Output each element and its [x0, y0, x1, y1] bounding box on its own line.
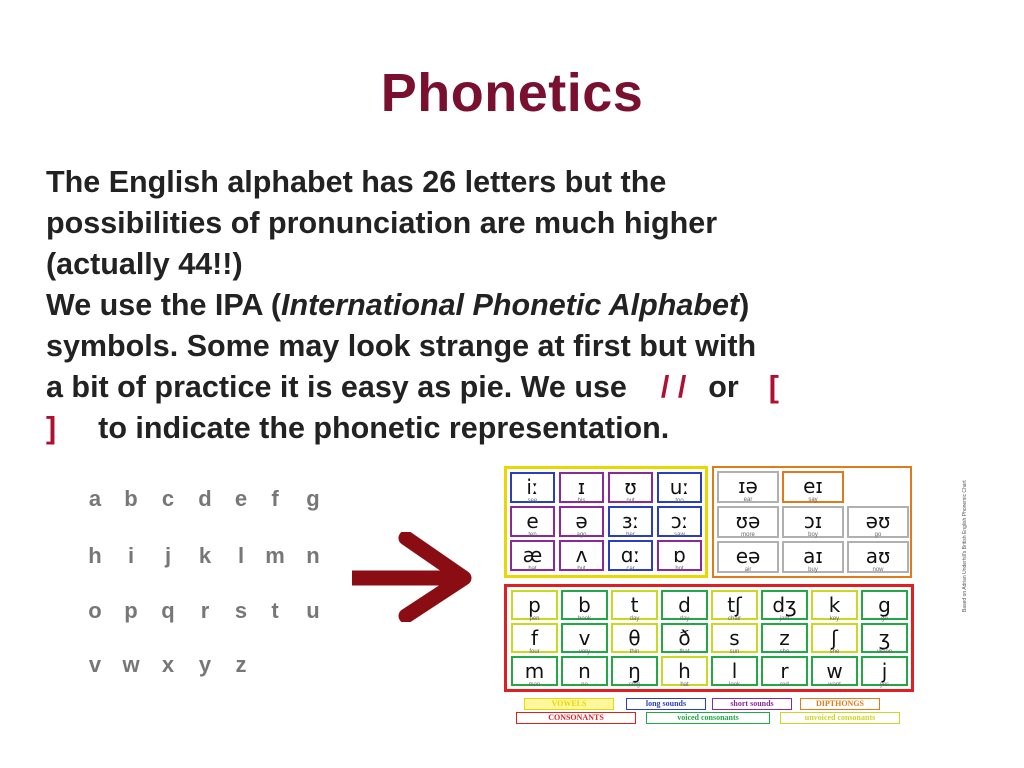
example-word: ear — [743, 497, 753, 503]
phoneme-cell — [611, 656, 658, 686]
alphabet-letter: q — [161, 598, 175, 623]
example-word: more — [741, 532, 755, 538]
example-word: saw — [674, 532, 685, 538]
body-text-span: to indicate the phonetic representation. — [98, 411, 670, 445]
example-word: sun — [729, 649, 740, 655]
example-word: now — [872, 567, 884, 573]
phoneme-cell — [782, 541, 844, 573]
slash-notation: / / — [660, 370, 687, 404]
phoneme-cell — [711, 656, 758, 686]
phoneme-symbol: n — [578, 659, 591, 683]
legend-item: CONSONANTS — [516, 712, 636, 724]
example-word: buy — [808, 567, 818, 573]
phoneme-symbol: ə — [575, 509, 588, 533]
example-word: chair — [727, 616, 741, 622]
example-word: put — [626, 498, 635, 504]
example-word: day — [679, 616, 690, 622]
phoneme-symbol: aɪ — [803, 544, 823, 568]
example-word: car — [626, 566, 635, 572]
body-text-span: We use the IPA ( — [46, 288, 282, 322]
legend-item: unvoiced consonants — [780, 712, 900, 724]
phoneme-symbol: ɔɪ — [803, 509, 823, 533]
phoneme-symbol: ɪə — [738, 474, 758, 498]
phoneme-cell — [559, 506, 604, 537]
phoneme-symbol: d — [678, 593, 691, 617]
phoneme-cell — [661, 623, 708, 653]
example-word: ten — [528, 532, 537, 538]
body-text-span: The English alphabet has 26 letters but the — [46, 165, 667, 199]
alphabet-letter: s — [234, 598, 248, 623]
phonemic-chart — [500, 462, 968, 732]
example-word: go — [874, 532, 882, 538]
phoneme-symbol: ʒ — [878, 626, 891, 650]
right-arrow-icon — [348, 532, 478, 622]
phoneme-cell — [847, 506, 909, 538]
example-word: hat — [680, 682, 689, 688]
phoneme-symbol: ɔː — [670, 509, 689, 533]
phoneme-cell — [657, 540, 702, 571]
body-text-span: possibilities of pronunciation are much higher — [46, 206, 718, 240]
phoneme-symbol: tʃ — [727, 593, 742, 617]
alphabet-letter: d — [198, 486, 212, 511]
phoneme-cell — [561, 623, 608, 653]
phoneme-symbol: w — [826, 659, 843, 683]
phoneme-cell — [511, 656, 558, 686]
alphabet-letter: w — [122, 652, 140, 677]
example-word: go — [881, 616, 888, 622]
body-text-span: (actually 44!!) — [46, 247, 243, 281]
body-text-span: ) — [739, 288, 750, 322]
phoneme-symbol: ɜː — [621, 509, 640, 533]
phoneme-cell — [711, 590, 758, 620]
legend-item: long sounds — [626, 698, 706, 710]
alphabet-letter: m — [265, 543, 285, 568]
phoneme-symbol: t — [630, 593, 639, 617]
phoneme-cell — [611, 590, 658, 620]
alphabet-letter: g — [306, 486, 320, 511]
body-line — [46, 162, 926, 203]
example-word: pen — [529, 616, 540, 622]
example-word: see — [527, 498, 538, 504]
example-word: but — [577, 566, 586, 572]
phoneme-cell — [782, 506, 844, 538]
example-word: her — [626, 532, 635, 538]
alphabet-letter: h — [88, 543, 102, 568]
phoneme-cell — [847, 541, 909, 573]
example-word: air — [744, 567, 752, 573]
alphabet-letter: l — [237, 543, 245, 568]
phoneme-symbol: j — [881, 659, 888, 683]
phoneme-cell — [611, 623, 658, 653]
phoneme-symbol: ʌ — [575, 543, 588, 567]
phoneme-symbol: dʒ — [772, 593, 797, 617]
phoneme-cell — [717, 506, 779, 538]
example-word: boy — [808, 532, 818, 538]
phoneme-symbol: eə — [735, 544, 761, 568]
phoneme-cell — [511, 590, 558, 620]
alphabet-letter: i — [127, 543, 135, 568]
phoneme-symbol: h — [678, 659, 691, 683]
example-word: yes — [879, 682, 890, 688]
phoneme-symbol: ŋ — [628, 659, 641, 683]
legend-item: VOWELS — [524, 698, 614, 710]
body-line — [46, 244, 926, 285]
phoneme-cell — [510, 506, 555, 537]
phoneme-cell — [561, 656, 608, 686]
phoneme-symbol: p — [528, 593, 541, 617]
example-word: say — [808, 497, 818, 503]
phoneme-cell — [761, 623, 808, 653]
phoneme-cell — [559, 472, 604, 503]
alphabet-letter: k — [198, 543, 212, 568]
example-word: very — [578, 649, 591, 655]
phoneme-symbol: ð — [678, 626, 691, 650]
phoneme-symbol: iː — [526, 475, 539, 499]
example-word: look — [728, 682, 740, 688]
phoneme-cell — [717, 541, 779, 573]
phoneme-symbol: b — [578, 593, 591, 617]
phoneme-symbol: s — [729, 626, 740, 650]
phoneme-cell — [608, 472, 653, 503]
legend-item: DIPTHONGS — [800, 698, 880, 710]
alphabet-letter: v — [88, 652, 102, 677]
bracket-open: [ — [768, 370, 779, 404]
phoneme-symbol: eɪ — [803, 474, 823, 498]
example-word: key — [829, 616, 840, 622]
alphabet-letter: y — [198, 652, 212, 677]
phoneme-cell — [717, 471, 779, 503]
phoneme-cell — [761, 590, 808, 620]
alphabet-letter: f — [271, 486, 279, 511]
phoneme-symbol: k — [828, 593, 841, 617]
chart-credit: Based on Adrian Underhill's British English Phonemic Chart — [962, 480, 968, 612]
example-word: too — [675, 498, 684, 504]
example-word: she — [829, 649, 840, 655]
phoneme-cell — [661, 590, 708, 620]
phoneme-cell — [510, 472, 555, 503]
alphabet-letter: j — [164, 543, 172, 568]
example-word: that — [679, 649, 690, 655]
phoneme-cell — [811, 656, 858, 686]
phoneme-cell — [608, 540, 653, 571]
phoneme-symbol: əʊ — [865, 509, 891, 533]
phoneme-symbol: g — [878, 593, 891, 617]
bracket-close: ] — [46, 411, 57, 445]
example-word: four — [529, 649, 540, 655]
monophthongs-box — [504, 466, 708, 578]
phoneme-symbol: r — [780, 659, 789, 683]
phoneme-symbol: ɒ — [673, 543, 686, 567]
body-text-span: or — [708, 370, 739, 404]
phoneme-symbol: ɑː — [620, 543, 641, 567]
phoneme-symbol: v — [578, 626, 591, 650]
example-word: day — [629, 616, 640, 622]
phoneme-cell — [510, 540, 555, 571]
legend-item: voiced consonants — [646, 712, 770, 724]
phoneme-symbol: z — [779, 626, 790, 650]
phoneme-symbol: aʊ — [865, 544, 891, 568]
example-word: thin — [629, 649, 640, 655]
alphabet-letter: c — [161, 486, 175, 511]
alphabet-letter: z — [235, 652, 247, 677]
phoneme-symbol: θ — [628, 626, 641, 650]
phoneme-symbol: m — [524, 659, 545, 683]
phoneme-symbol: ʊə — [735, 509, 761, 533]
phoneme-cell — [661, 656, 708, 686]
phoneme-symbol: f — [530, 626, 539, 650]
body-text-span: symbols. Some may look strange at first but with — [46, 329, 757, 363]
consonants-box — [504, 584, 914, 692]
phoneme-symbol: l — [731, 659, 738, 683]
body-text-span: a bit of practice it is easy as pie. We use — [46, 370, 627, 404]
phoneme-cell — [711, 623, 758, 653]
phoneme-cell — [657, 506, 702, 537]
example-word: sing — [628, 682, 640, 688]
alphabet-letter: a — [88, 486, 102, 511]
phoneme-cell — [811, 590, 858, 620]
alphabet-letter: p — [124, 598, 138, 623]
body-line — [46, 326, 926, 367]
example-word: his — [577, 498, 586, 504]
alphabet-letter: r — [200, 598, 210, 623]
phoneme-cell — [561, 590, 608, 620]
example-word: man — [528, 682, 541, 688]
example-word: ago — [576, 532, 587, 538]
phoneme-symbol: uː — [669, 475, 690, 499]
alphabet-letter: n — [306, 543, 320, 568]
example-word: hot — [675, 566, 684, 572]
phoneme-symbol: ʃ — [831, 626, 838, 650]
body-line — [46, 408, 926, 449]
example-word: vision — [876, 649, 893, 655]
phoneme-cell — [608, 506, 653, 537]
example-word: jam — [779, 616, 790, 622]
phoneme-cell — [782, 471, 844, 503]
example-word: book — [577, 616, 591, 622]
phoneme-cell — [511, 623, 558, 653]
alphabet-letter: o — [88, 598, 102, 623]
body-text — [46, 162, 926, 449]
alphabet-letter: e — [234, 486, 248, 511]
body-line — [46, 367, 926, 408]
example-word: no — [581, 682, 588, 688]
diphthongs-box — [712, 466, 912, 578]
slide-title: Phonetics — [380, 63, 644, 123]
phoneme-symbol: æ — [522, 543, 543, 567]
alphabet-letter: x — [161, 652, 175, 677]
phoneme-cell — [761, 656, 808, 686]
phoneme-cell — [861, 590, 908, 620]
example-word: hat — [528, 566, 537, 572]
alphabet-letter: t — [271, 598, 279, 623]
phoneme-cell — [559, 540, 604, 571]
alphabet-letter: u — [306, 598, 320, 623]
phoneme-cell — [657, 472, 702, 503]
alphabet-letter: b — [124, 486, 138, 511]
phoneme-cell — [861, 623, 908, 653]
phoneme-symbol: ʊ — [624, 475, 637, 499]
body-line — [46, 203, 926, 244]
ipa-name-italic: International Phonetic Alphabet — [281, 288, 740, 322]
phoneme-symbol: ɪ — [577, 475, 586, 499]
legend-item: short sounds — [712, 698, 792, 710]
example-word: want — [828, 682, 841, 688]
phoneme-symbol: e — [526, 509, 539, 533]
body-line — [46, 285, 926, 326]
example-word: red — [780, 682, 789, 688]
phoneme-cell — [861, 656, 908, 686]
example-word: she — [779, 649, 790, 655]
phoneme-cell — [811, 623, 858, 653]
